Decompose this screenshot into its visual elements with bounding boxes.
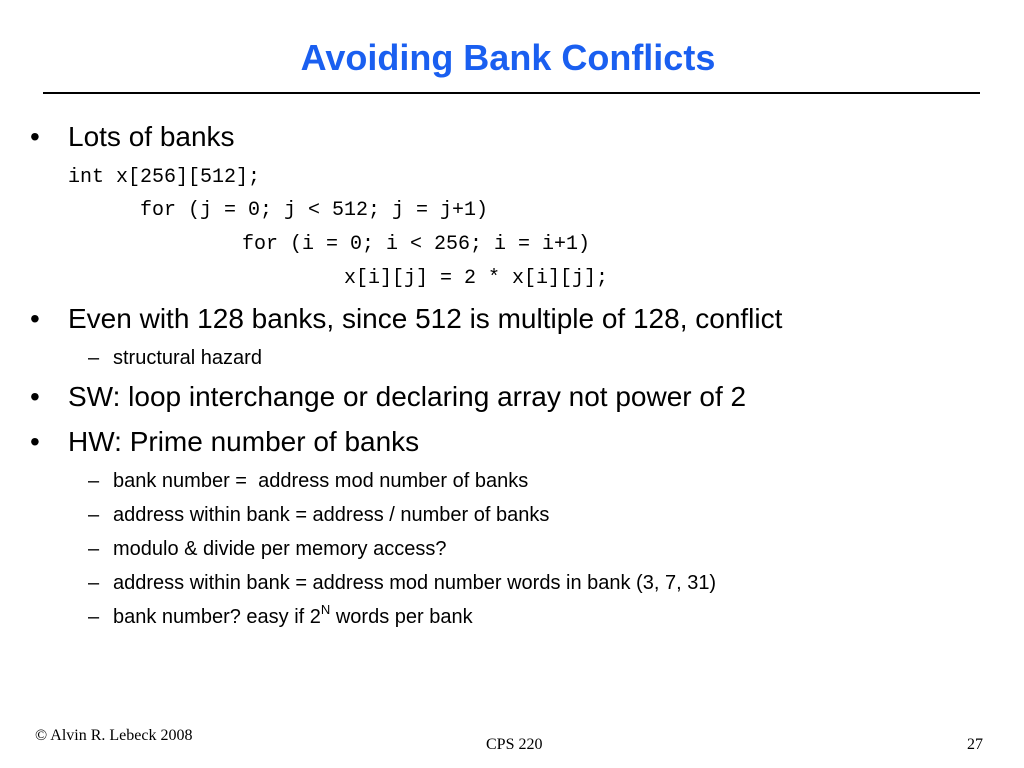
dash-marker: –	[88, 572, 100, 594]
bullet-hardware-fix: HW: Prime number of banks	[68, 426, 420, 457]
superscript-n: N	[320, 602, 331, 618]
footer-page-number: 27	[967, 736, 983, 753]
slide-title: Avoiding Bank Conflicts	[300, 37, 716, 78]
dash-marker: –	[88, 347, 100, 369]
dash-marker: –	[88, 538, 100, 560]
sub-bullet-power-of-two	[113, 602, 473, 629]
code-line-outer-loop: for (j = 0; j < 512; j = j+1)	[140, 199, 489, 222]
code-line-inner-loop: for (i = 0; i < 256; i = i+1)	[242, 233, 591, 256]
dash-marker: –	[88, 606, 100, 628]
code-line-body: x[i][j] = 2 * x[i][j];	[344, 267, 609, 290]
bullet-marker: •	[30, 381, 40, 412]
sub-bullet-address-within-bank: address within bank = address / number of banks	[113, 504, 550, 526]
sub-bullet-prefix: bank number? easy if 2	[113, 606, 321, 628]
footer-copyright: © Alvin R. Lebeck 2008	[35, 727, 193, 744]
title-divider	[43, 92, 980, 94]
sub-bullet-suffix: words per bank	[330, 606, 473, 628]
bullet-marker: •	[30, 303, 40, 334]
sub-bullet-bank-number: bank number = address mod number of banks	[113, 470, 529, 492]
code-line-declaration: int x[256][512];	[68, 166, 261, 189]
bullet-marker: •	[30, 426, 40, 457]
bullet-software-fix: SW: loop interchange or declaring array not power of 2	[68, 381, 747, 412]
dash-marker: –	[88, 470, 100, 492]
sub-bullet-structural-hazard: structural hazard	[113, 347, 262, 369]
sub-bullet-modulo-divide: modulo & divide per memory access?	[113, 538, 447, 560]
bullet-marker: •	[30, 121, 40, 152]
bullet-conflict: Even with 128 banks, since 512 is multiple of 128, conflict	[68, 303, 783, 334]
footer-course: CPS 220	[486, 736, 543, 753]
sub-bullet-address-mod-words: address within bank = address mod number words in bank (3, 7, 31)	[113, 572, 717, 594]
bullet-lots-of-banks: Lots of banks	[68, 121, 235, 152]
dash-marker: –	[88, 504, 100, 526]
